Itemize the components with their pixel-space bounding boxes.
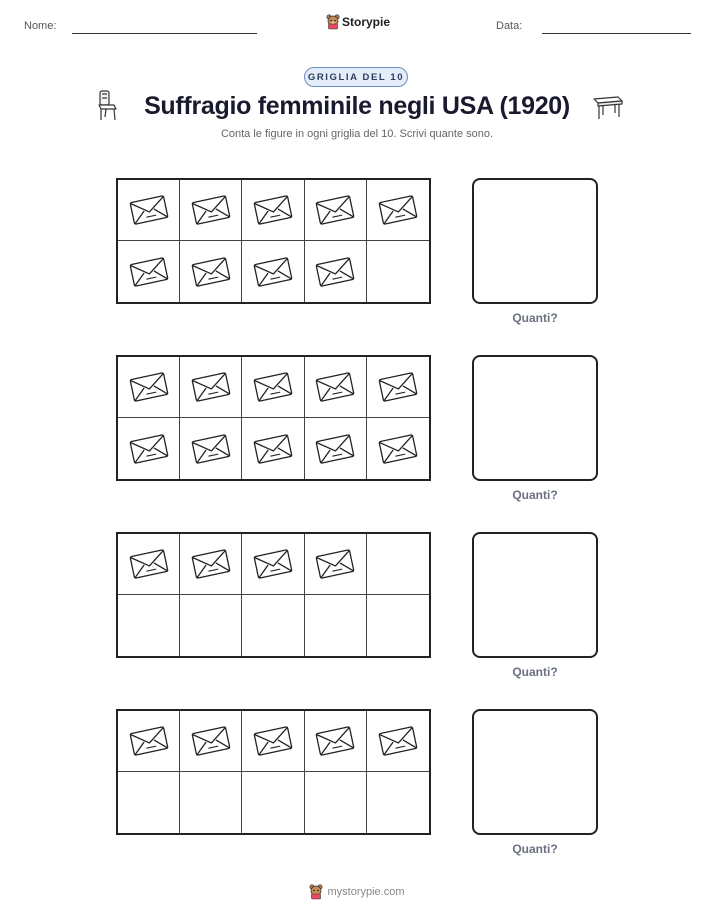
envelope-icon <box>253 370 293 404</box>
ten-frame-cell <box>305 241 367 302</box>
bear-mascot-icon <box>309 884 323 900</box>
envelope-icon <box>191 370 231 404</box>
ten-frame-cell <box>367 595 429 656</box>
envelope-icon <box>378 432 418 466</box>
ten-frame-cell <box>242 180 304 241</box>
brand-name: Storypie <box>342 15 391 29</box>
bear-mascot-icon <box>326 14 340 30</box>
ten-frame-cell <box>305 772 367 833</box>
envelope-icon <box>253 193 293 227</box>
envelope-icon <box>315 193 355 227</box>
ten-frame-cell <box>242 357 304 418</box>
ten-frame-cell <box>180 357 242 418</box>
ten-frame-cell <box>180 180 242 241</box>
ten-frame-cell <box>180 418 242 479</box>
envelope-icon <box>253 255 293 289</box>
ten-frame-cell <box>305 418 367 479</box>
ten-frame-cell <box>305 180 367 241</box>
envelope-icon <box>191 432 231 466</box>
ten-frame-cell <box>305 595 367 656</box>
envelope-icon <box>191 724 231 758</box>
envelope-icon <box>253 724 293 758</box>
envelope-icon <box>315 255 355 289</box>
ten-frame-cell <box>367 711 429 772</box>
ten-frame-cell <box>118 772 180 833</box>
table-icon <box>592 93 624 121</box>
answer-box-4[interactable] <box>472 709 598 835</box>
name-line[interactable] <box>72 33 257 34</box>
envelope-icon <box>253 432 293 466</box>
instructions: Conta le figure in ogni griglia del 10. Scrivi quante sono. <box>220 128 494 140</box>
ten-frame-cell <box>118 241 180 302</box>
ten-frame-cell <box>305 711 367 772</box>
ten-frame-cell <box>367 534 429 595</box>
ten-frame-cell <box>367 418 429 479</box>
envelope-icon <box>253 547 293 581</box>
ten-frame-1 <box>116 178 431 304</box>
envelope-icon <box>378 193 418 227</box>
ten-frame-cell <box>242 711 304 772</box>
ten-frame-cell <box>180 711 242 772</box>
answer-label: Quanti? <box>512 842 558 856</box>
ten-frame-cell <box>367 772 429 833</box>
ten-frame-cell <box>367 180 429 241</box>
envelope-icon <box>378 724 418 758</box>
ten-frame-cell <box>118 595 180 656</box>
envelope-icon <box>378 370 418 404</box>
footer <box>0 884 714 900</box>
ten-frame-cell <box>118 418 180 479</box>
answer-box-1[interactable] <box>472 178 598 304</box>
ten-frame-cell <box>180 772 242 833</box>
ten-frame-cell <box>242 418 304 479</box>
ten-frame-cell <box>118 180 180 241</box>
answer-label: Quanti? <box>512 311 558 325</box>
envelope-icon <box>315 432 355 466</box>
ten-frame-cell <box>180 241 242 302</box>
ten-frame-cell <box>118 711 180 772</box>
name-label: Nome: <box>24 20 57 32</box>
answer-label: Quanti? <box>512 488 558 502</box>
answer-box-3[interactable] <box>472 532 598 658</box>
envelope-icon <box>129 255 169 289</box>
ten-frame-cell <box>118 534 180 595</box>
envelope-icon <box>191 547 231 581</box>
envelope-icon <box>191 193 231 227</box>
answer-box-2[interactable] <box>472 355 598 481</box>
envelope-icon <box>315 370 355 404</box>
ten-frame-cell <box>367 241 429 302</box>
answer-label: Quanti? <box>512 665 558 679</box>
envelope-icon <box>315 724 355 758</box>
envelope-icon <box>129 432 169 466</box>
ten-frame-cell <box>242 241 304 302</box>
ten-frame-cell <box>242 534 304 595</box>
ten-frame-cell <box>180 534 242 595</box>
date-line[interactable] <box>542 33 691 34</box>
envelope-icon <box>129 724 169 758</box>
ten-frame-cell <box>118 357 180 418</box>
worksheet-type-badge: GRIGLIA DEL 10 <box>304 67 408 87</box>
ten-frame-cell <box>305 357 367 418</box>
worksheet-header <box>0 0 714 50</box>
envelope-icon <box>315 547 355 581</box>
envelope-icon <box>129 547 169 581</box>
envelope-icon <box>129 370 169 404</box>
date-label: Data: <box>496 20 523 32</box>
ten-frame-cell <box>242 595 304 656</box>
ten-frame-cell <box>242 772 304 833</box>
ten-frame-cell <box>367 357 429 418</box>
envelope-icon <box>191 255 231 289</box>
ten-frame-cell <box>180 595 242 656</box>
ten-frame-2 <box>116 355 431 481</box>
ten-frame-cell <box>305 534 367 595</box>
brand-logo <box>326 14 390 30</box>
page-title: Suffragio femminile negli USA (1920) <box>144 92 570 120</box>
ten-frame-4 <box>116 709 431 835</box>
ten-frame-3 <box>116 532 431 658</box>
footer-url: mystorypie.com <box>327 886 405 898</box>
envelope-icon <box>129 193 169 227</box>
